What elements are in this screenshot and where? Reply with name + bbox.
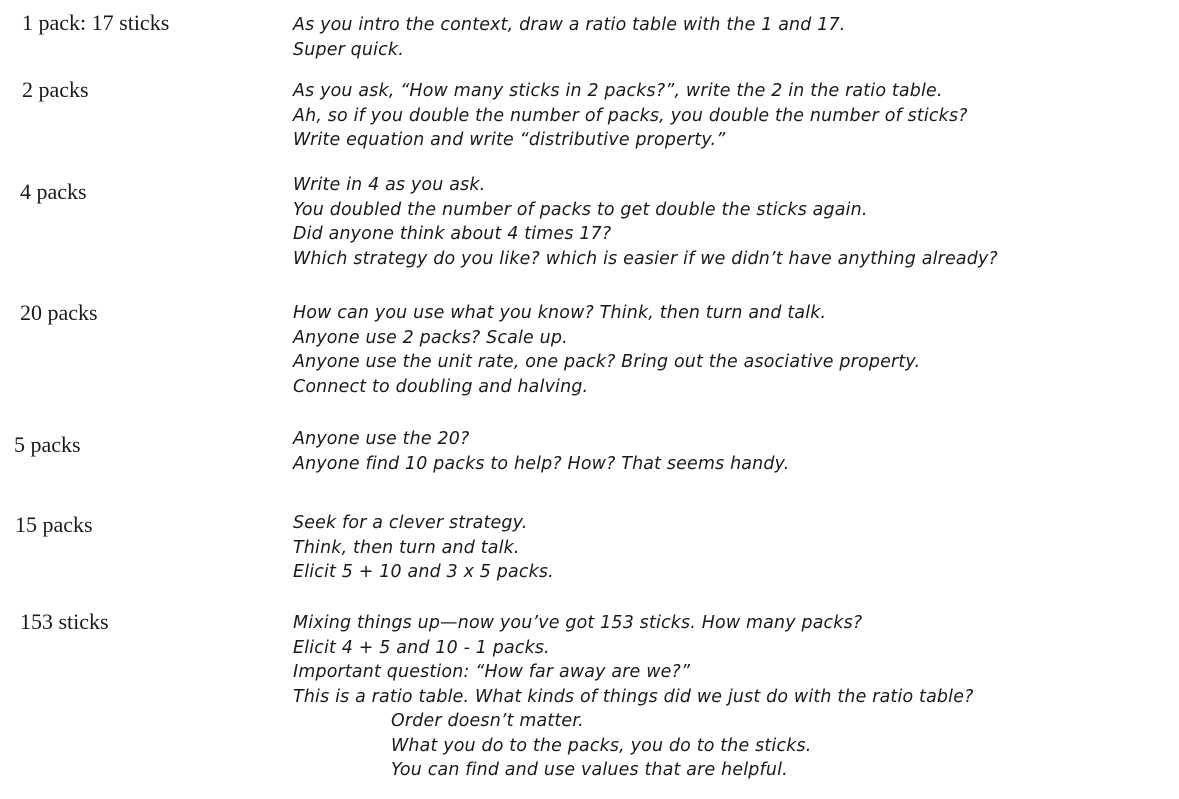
note-line: Seek for a clever strategy. <box>293 513 528 533</box>
note-line: How can you use what you know? Think, then turn and talk. <box>293 303 827 323</box>
note-line: Write in 4 as you ask. <box>293 175 486 195</box>
note-line: Anyone use the 20? <box>293 429 470 449</box>
sub-note-line: You can find and use values that are helpful. <box>391 760 788 780</box>
row-notes <box>293 79 968 153</box>
note-line: Elicit 5 + 10 and 3 x 5 packs. <box>293 562 554 582</box>
note-line: Important question: “How far away are we?” <box>293 662 691 682</box>
sub-note-line: Order doesn’t matter. <box>391 711 584 731</box>
note-line: Think, then turn and talk. <box>293 537 520 558</box>
row-notes <box>293 427 790 476</box>
note-line: Did anyone think about 4 times 17? <box>293 224 612 244</box>
row-label: 1 pack: 17 sticks <box>22 10 170 35</box>
note-line: Anyone use the unit rate, one pack? Bring out the asociative property. <box>293 352 921 372</box>
note-line: Mixing things up—now you’ve got 153 sticks. How many packs? <box>293 613 863 633</box>
row-label: 153 sticks <box>20 609 109 634</box>
note-line: Write equation and write “distributive property.” <box>293 130 726 150</box>
note-line: This is a ratio table. What kinds of things did we just do with the ratio table? <box>293 686 974 707</box>
row-notes <box>293 173 998 271</box>
row-notes <box>293 511 554 585</box>
row-label: 2 packs <box>22 77 89 102</box>
note-line: Super quick. <box>293 39 404 60</box>
sub-note-line: What you do to the packs, you do to the sticks. <box>391 735 812 756</box>
note-line: Anyone use 2 packs? Scale up. <box>293 327 568 348</box>
note-line: Anyone find 10 packs to help? How? That seems handy. <box>293 453 790 474</box>
row-label: 20 packs <box>20 300 98 325</box>
note-line: Ah, so if you double the number of packs, you double the number of sticks? <box>293 105 968 126</box>
row-notes <box>293 301 920 399</box>
row-label: 5 packs <box>14 432 81 457</box>
row-label: 4 packs <box>20 179 87 204</box>
note-line: As you ask, “How many sticks in 2 packs?”, write the 2 in the ratio table. <box>293 81 943 101</box>
row-notes <box>293 13 846 62</box>
note-line: As you intro the context, draw a ratio table with the 1 and 17. <box>293 15 846 35</box>
note-line: You doubled the number of packs to get double the sticks again. <box>293 199 868 220</box>
row-label: 15 packs <box>15 512 93 537</box>
note-line: Elicit 4 + 5 and 10 - 1 packs. <box>293 637 550 658</box>
row-notes <box>293 611 974 783</box>
note-line: Connect to doubling and halving. <box>293 376 589 397</box>
note-line: Which strategy do you like? which is easier if we didn’t have anything already? <box>293 248 998 269</box>
